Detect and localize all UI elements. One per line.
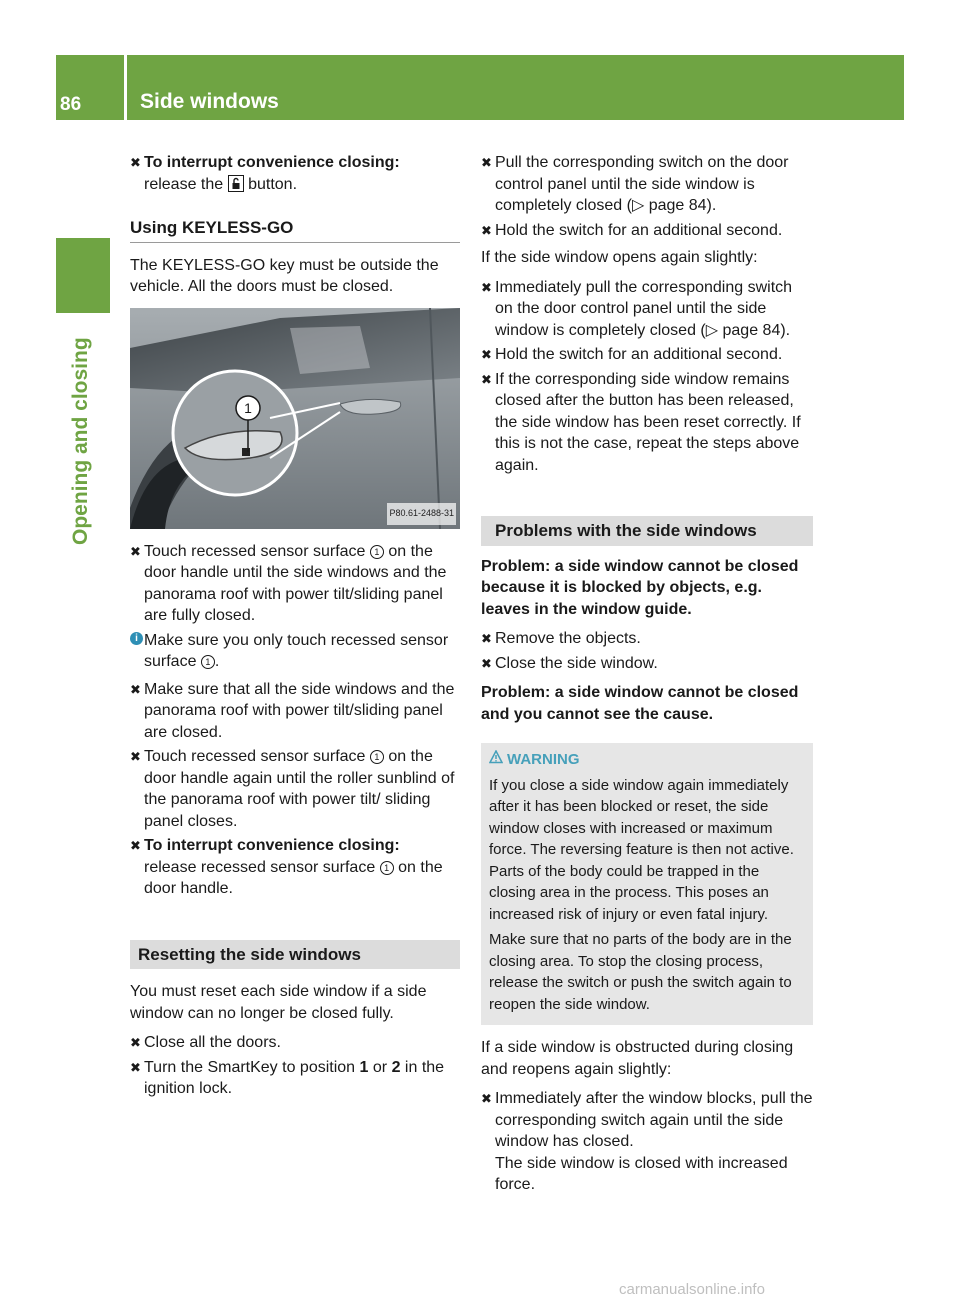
info-text: Make sure you only touch recessed sensor surface [144,631,449,670]
step-text: Touch recessed sensor surface [144,748,366,765]
step-arrow-icon: ✖ [481,371,492,387]
step-arrow-icon: ✖ [130,155,141,170]
problem-unknown-cause: Problem: a side window cannot be closed and you cannot see the cause. [481,684,799,723]
step-arrow-icon: ✖ [481,631,492,646]
step-arrow-icon: ✖ [481,222,492,238]
step-interrupt-keyless [130,835,460,900]
step-text: Make sure that all the side windows and the panorama roof with power tilt/sliding panel are closed. [144,680,455,741]
step-text: Close all the doors. [144,1034,281,1051]
step-title: To interrupt convenience closing: [144,837,400,854]
step-arrow-icon: ✖ [481,655,492,671]
unlock-key-icon [228,175,244,192]
step-text: release recessed sensor surface [144,858,376,876]
step-text: Close the side window. [495,654,658,672]
step-close-doors [130,1032,460,1054]
info-text: . [214,653,220,670]
step-text: Turn the SmartKey to position [144,1058,356,1076]
step-touch-sensor [130,541,460,627]
warning-triangle-icon [489,750,503,764]
warning-title [489,749,805,771]
figure-callout-1: 1 [244,399,252,416]
step-turn-smartkey [130,1057,460,1100]
step-check-reset [481,369,813,477]
section-heading-resetting: Resetting the side windows [130,940,460,970]
if-opens-again: If the side window opens again slightly: [481,249,758,266]
info-note [130,630,460,673]
step-pull-after-block [481,1088,813,1196]
callout-number-1: 1 [201,655,215,669]
step-arrow-icon: ✖ [130,543,141,559]
callout-number-1: 1 [370,750,384,764]
step-arrow-icon: ✖ [130,838,141,853]
step-text: on the door handle until the side windows and the panorama roof with power tilt/sliding panel are fully closed. [144,542,447,624]
info-icon: i [130,632,143,645]
step-text: If the corresponding side window remains closed after the button has been released, the side window has been reset correctly. If this is not the case, repeat the steps above again. [495,370,801,474]
step-text: release the [144,175,224,193]
position-value: 1 [359,1058,369,1076]
step-text: Pull the corresponding switch on the door control panel until the side window is completely closed (▷ page 84). [495,154,789,214]
step-arrow-icon: ✖ [481,347,492,362]
step-interrupt-closing [130,152,460,195]
step-hold-again [481,344,813,366]
step-text: Touch recessed sensor surface [144,542,366,560]
step-text: on the door handle again until the roller sunblind of the panorama roof with power tilt/ sliding panel closes. [144,748,455,830]
section-heading-problems: Problems with the side windows [481,516,813,546]
step-arrow-icon: ✖ [481,279,492,295]
problem-blocked: Problem: a side window cannot be closed because it is blocked by objects, e.g. leaves in the window guide. [481,557,799,618]
step-pull-switch [481,152,813,217]
step-hold-switch [481,220,813,242]
step-text: in the ignition lock. [144,1058,445,1097]
step-text: Hold the switch for an additional second. [495,221,783,239]
position-value: 2 [391,1058,401,1076]
callout-number-1: 1 [370,545,384,559]
section-heading-keyless: Using KEYLESS-GO [130,217,460,243]
keyless-intro: The KEYLESS-GO key must be outside the vehicle. All the doors must be closed. [130,256,439,295]
car-door-illustration [130,308,460,529]
step-touch-again [130,746,460,832]
left-column [130,152,460,1103]
step-text: or [372,1058,388,1076]
step-text: Immediately after the window blocks, pull the corresponding switch again until the side window has closed. [495,1090,813,1150]
warning-text: If you close a side window again immediately after it has been blocked or reset, the side window closes with increased or maximum force. The reversing feature is then not active. Parts of the body could be trapped in the closing area in the process. This poses an increased risk of injury or even fatal injury. [489,776,794,923]
right-column [481,152,813,1199]
step-text: button. [248,175,298,193]
step-text: Remove the objects. [495,630,641,647]
step-text: Immediately pull the corresponding switch on the door control panel until the side window is completely closed (▷ page 84). [495,278,793,339]
step-text: on the door handle. [144,858,443,897]
reset-intro: You must reset each side window if a side window can no longer be closed fully. [130,983,427,1022]
watermark: carmanualsonline.info [619,1281,765,1298]
step-text: The side window is closed with increased force. [495,1154,788,1193]
page-title: Side windows [140,90,279,113]
callout-number-1: 1 [380,861,394,875]
step-text: Hold the switch for an additional second. [495,346,783,363]
step-arrow-icon: ✖ [481,1091,492,1106]
step-arrow-icon: ✖ [130,1035,141,1050]
header-divider [124,55,127,120]
page-number: 86 [60,94,82,115]
step-pull-again [481,277,813,342]
step-close-window [481,653,813,675]
step-arrow-icon: ✖ [130,1059,141,1075]
warning-box [481,743,813,1025]
step-remove-objects [481,628,813,650]
warning-text: Make sure that no parts of the body are in the closing area. To stop the closing process, release the switch or push the switch again to reopen the side window. [489,931,792,1013]
step-arrow-icon: ✖ [130,749,141,764]
obstructed-intro: If a side window is obstructed during closing and reopens again slightly: [481,1039,794,1078]
door-handle-figure [130,308,460,529]
side-tab-label: Opening and closing [69,337,92,545]
step-title: To interrupt convenience closing: [144,154,400,171]
figure-reference-label: P80.61-2488-31 [387,503,456,525]
step-arrow-icon: ✖ [130,681,141,697]
step-check-closed [130,679,460,744]
step-arrow-icon: ✖ [481,155,492,170]
warning-title-text: WARNING [507,751,580,768]
